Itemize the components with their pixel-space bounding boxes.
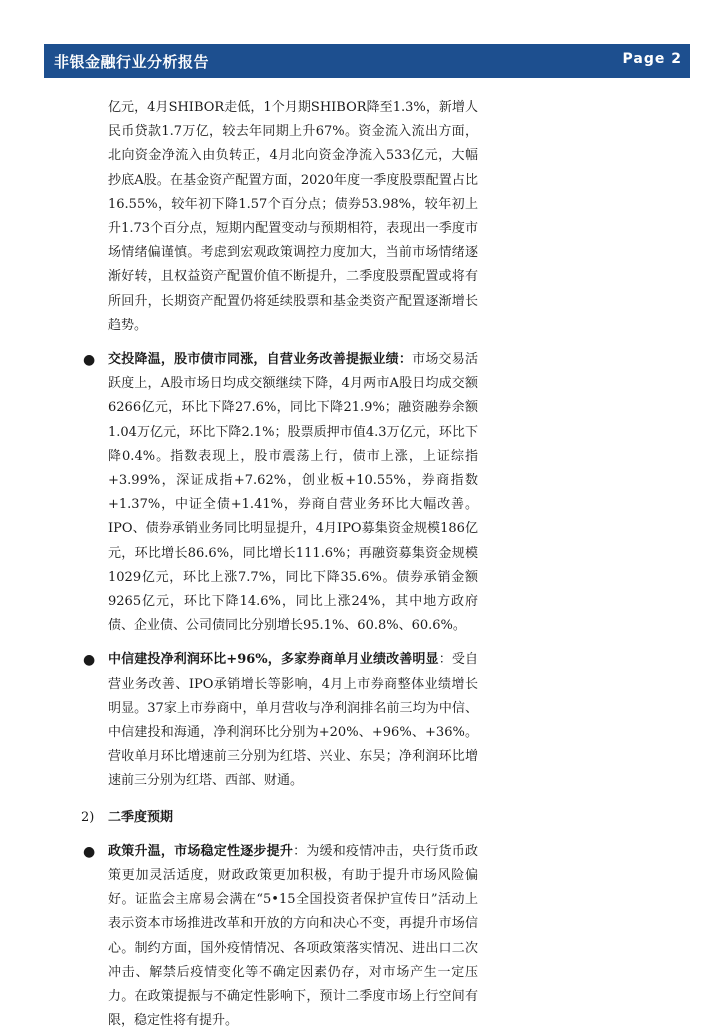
section-number: 2) bbox=[81, 809, 95, 825]
bullet-text: 市场交易活跃度上，A股市场日均成交额继续下降，4月两市A股日均成交额6266亿元，环比下降27.6%，同比下降21.9%；融资融券余额1.04万亿元，环比下降2.1%；股票质押市值4.3万亿元，环比下降0.4%。指数表现上，股市震荡上行，债市上涨，上证综指+3.99%，深证成指+7.62%，创业板+10.55%，券商指数+1.37%，中证全债+1.41%，券商自营业务环比大幅改善。IPO、债券承销业务同比明显提升，4月IPO募集资金规模186亿元，环比增长86.6%，同比增长111.6%；再融资募集资金规模1029亿元，环比上涨7.7%，同比下降35.6%。债券承销金额9265亿元，环比下降14.6%，同比上涨24%，其中地方政府债、企业债、公司债同比分别增长95.1%、60.8%、60.6%。 bbox=[108, 352, 478, 634]
bullet-paragraph bbox=[108, 648, 478, 793]
report-body bbox=[81, 96, 478, 1033]
page-number: Page 2 bbox=[622, 51, 682, 67]
bullet-paragraph bbox=[108, 840, 478, 1033]
bullet-icon: ● bbox=[83, 652, 96, 669]
bullet-text: ：受自营业务改善、IPO承销增长等影响，4月上市券商整体业绩增长明显。37家上市券商中，单月营收与净利润排名前三均为中信、中信建投和海通，净利润环比分别为+20%、+96%、+36%。营收单月环比增速前三分别为红塔、兴业、东吴；净利润环比增速前三分别为红塔、西部、财通。 bbox=[108, 652, 478, 789]
bullet-item-policy bbox=[83, 840, 478, 1033]
bullet-item-citic bbox=[83, 648, 478, 793]
bullet-icon: ● bbox=[83, 352, 96, 369]
bullet-lead: 政策升温，市场稳定性逐步提升 bbox=[108, 843, 294, 859]
intro-paragraph: 亿元，4月SHIBOR走低，1个月期SHIBOR降至1.3%，新增人民币贷款1.7万亿，较去年同期上升67%。资金流入流出方面，北向资金净流入由负转正，4月北向资金净流入533亿元，大幅抄底A股。在基金资产配置方面，2020年度一季度股票配置占比16.55%，较年初下降1.57个百分点；债券53.98%，较年初上升1.73个百分点，短期内配置变动与预期相符，表现出一季度市场情绪偏谨慎。考虑到宏观政策调控力度加大，当前市场情绪逐渐好转，且权益资产配置价值不断提升，二季度股票配置或将有所回升，长期资产配置仍将延续股票和基金类资产配置逐渐增长趋势。 bbox=[108, 100, 478, 333]
bullet-lead: 交投降温，股市债市同涨，自营业务改善提振业绩： bbox=[108, 352, 413, 368]
report-header-bar bbox=[44, 44, 690, 78]
bullet-icon: ● bbox=[83, 843, 96, 860]
bullet-item-trading bbox=[83, 348, 478, 638]
section-heading bbox=[81, 806, 478, 830]
section-title: 二季度预期 bbox=[108, 809, 174, 825]
bullet-text: ：为缓和疫情冲击，央行货币政策更加灵活适度，财政政策更加积极，有助于提升市场风险偏好。证监会主席易会满在“5•15全国投资者保护宣传日”活动上表示资本市场推进改革和开放的方向和决心不变，再提升市场信心。制约方面，国外疫情情况、各项政策落实情况、进出口二次冲击、解禁后疫情变化等不确定因素仍存，对市场产生一定压力。在政策提振与不确定性影响下，预计二季度市场上行空间有限，稳定性将有提升。 bbox=[108, 843, 478, 1029]
bullet-paragraph bbox=[108, 348, 478, 638]
report-title: 非银金融行业分析报告 bbox=[54, 53, 210, 71]
bullet-lead: 中信建投净利润环比+96%，多家券商单月业绩改善明显 bbox=[108, 652, 439, 668]
